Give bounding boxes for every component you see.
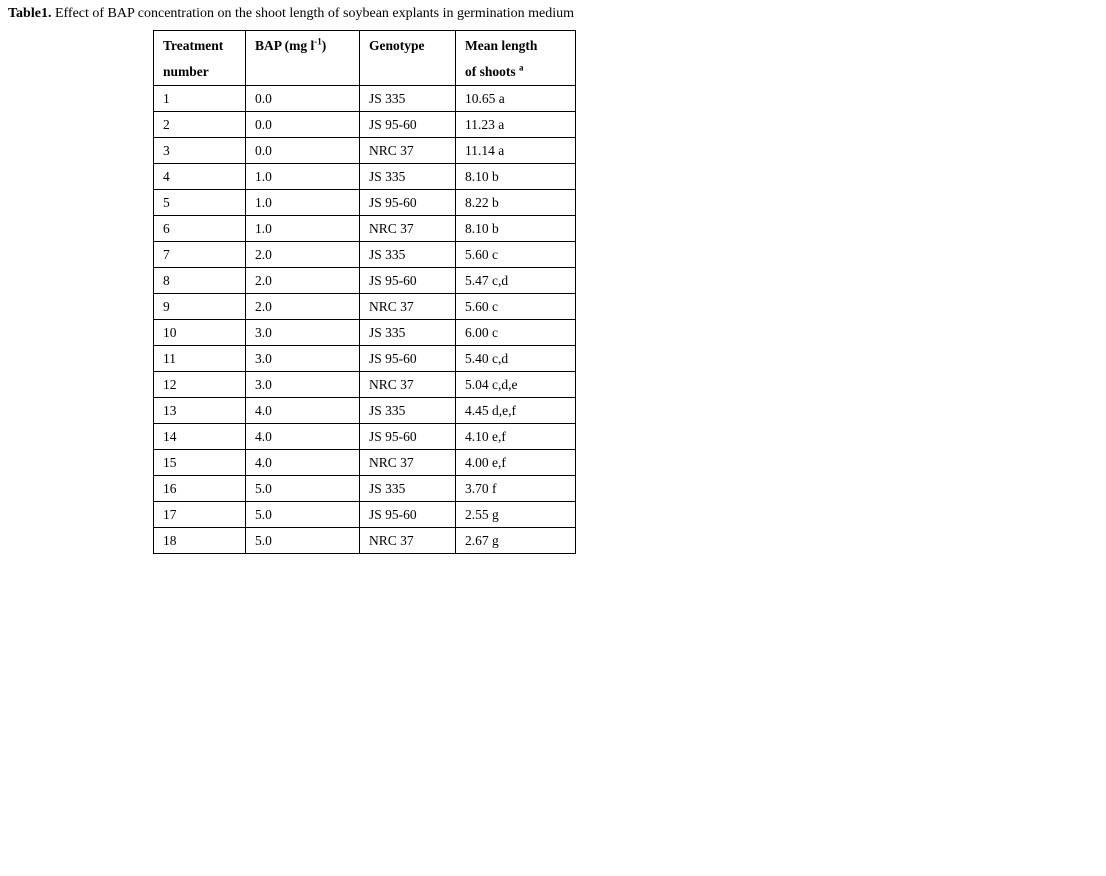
cell-bap: 2.0: [246, 268, 360, 294]
table-row: [154, 372, 576, 398]
cell-treatment-number: 4: [154, 164, 246, 190]
header-row: [154, 31, 576, 86]
header-bap-sup: -1: [314, 36, 322, 47]
cell-genotype: NRC 37: [360, 528, 456, 554]
table-row: [154, 424, 576, 450]
cell-treatment-number: 2: [154, 112, 246, 138]
cell-mean-length: 11.14 a: [456, 138, 576, 164]
header-mean-length: [456, 31, 576, 86]
header-mean-sup: a: [519, 62, 524, 73]
cell-mean-length: 10.65 a: [456, 86, 576, 112]
cell-genotype: JS 95-60: [360, 112, 456, 138]
table-row: [154, 320, 576, 346]
cell-genotype: JS 335: [360, 242, 456, 268]
cell-genotype: NRC 37: [360, 216, 456, 242]
table-caption: [8, 6, 574, 22]
header-genotype: [360, 31, 456, 86]
cell-genotype: JS 335: [360, 164, 456, 190]
cell-treatment-number: 18: [154, 528, 246, 554]
cell-treatment-number: 7: [154, 242, 246, 268]
header-treatment-number: [154, 31, 246, 86]
header-bap-tail: ): [321, 38, 327, 53]
cell-genotype: JS 335: [360, 86, 456, 112]
cell-genotype: JS 95-60: [360, 268, 456, 294]
table-row: [154, 502, 576, 528]
cell-treatment-number: 14: [154, 424, 246, 450]
table-row: [154, 190, 576, 216]
cell-genotype: NRC 37: [360, 138, 456, 164]
cell-mean-length: 5.60 c: [456, 294, 576, 320]
header-treatment-line1: Treatment: [163, 38, 224, 53]
cell-mean-length: 11.23 a: [456, 112, 576, 138]
cell-genotype: JS 95-60: [360, 346, 456, 372]
data-table-container: [153, 30, 576, 554]
cell-genotype: JS 335: [360, 398, 456, 424]
table-row: [154, 294, 576, 320]
header-treatment-line2: number: [163, 64, 209, 79]
cell-bap: 4.0: [246, 450, 360, 476]
cell-genotype: JS 95-60: [360, 502, 456, 528]
cell-bap: 1.0: [246, 216, 360, 242]
table-body: [154, 86, 576, 554]
cell-genotype: JS 95-60: [360, 424, 456, 450]
table-header: [154, 31, 576, 86]
cell-genotype: NRC 37: [360, 450, 456, 476]
cell-genotype: NRC 37: [360, 372, 456, 398]
cell-bap: 3.0: [246, 320, 360, 346]
cell-mean-length: 5.47 c,d: [456, 268, 576, 294]
cell-treatment-number: 6: [154, 216, 246, 242]
cell-mean-length: 4.45 d,e,f: [456, 398, 576, 424]
cell-genotype: JS 335: [360, 476, 456, 502]
cell-mean-length: 8.10 b: [456, 216, 576, 242]
cell-bap: 0.0: [246, 138, 360, 164]
table-row: [154, 476, 576, 502]
header-mean-line2: of shoots: [465, 64, 520, 79]
cell-mean-length: 6.00 c: [456, 320, 576, 346]
cell-treatment-number: 3: [154, 138, 246, 164]
cell-mean-length: 4.00 e,f: [456, 450, 576, 476]
table-row: [154, 528, 576, 554]
table-row: [154, 398, 576, 424]
cell-bap: 5.0: [246, 528, 360, 554]
cell-mean-length: 8.10 b: [456, 164, 576, 190]
cell-bap: 3.0: [246, 372, 360, 398]
cell-genotype: NRC 37: [360, 294, 456, 320]
cell-bap: 4.0: [246, 398, 360, 424]
table-row: [154, 216, 576, 242]
shoot-length-table: [153, 30, 576, 554]
header-genotype-text: Genotype: [369, 38, 425, 53]
table-row: [154, 268, 576, 294]
cell-genotype: JS 95-60: [360, 190, 456, 216]
cell-bap: 2.0: [246, 294, 360, 320]
cell-treatment-number: 13: [154, 398, 246, 424]
cell-treatment-number: 11: [154, 346, 246, 372]
table-row: [154, 86, 576, 112]
cell-bap: 0.0: [246, 86, 360, 112]
table-row: [154, 450, 576, 476]
cell-bap: 1.0: [246, 164, 360, 190]
header-bap-text: BAP (mg l: [255, 38, 315, 53]
cell-mean-length: 8.22 b: [456, 190, 576, 216]
cell-genotype: JS 335: [360, 320, 456, 346]
cell-bap: 5.0: [246, 476, 360, 502]
table-row: [154, 346, 576, 372]
cell-mean-length: 5.60 c: [456, 242, 576, 268]
header-bap: [246, 31, 360, 86]
cell-bap: 0.0: [246, 112, 360, 138]
caption-label: Table1.: [8, 6, 52, 21]
cell-bap: 4.0: [246, 424, 360, 450]
cell-treatment-number: 1: [154, 86, 246, 112]
cell-mean-length: 5.04 c,d,e: [456, 372, 576, 398]
cell-mean-length: 4.10 e,f: [456, 424, 576, 450]
cell-treatment-number: 10: [154, 320, 246, 346]
cell-bap: 2.0: [246, 242, 360, 268]
cell-mean-length: 3.70 f: [456, 476, 576, 502]
cell-treatment-number: 8: [154, 268, 246, 294]
cell-mean-length: 5.40 c,d: [456, 346, 576, 372]
cell-mean-length: 2.55 g: [456, 502, 576, 528]
table-row: [154, 112, 576, 138]
header-mean-line1: Mean length: [465, 38, 538, 53]
cell-mean-length: 2.67 g: [456, 528, 576, 554]
table-row: [154, 138, 576, 164]
cell-treatment-number: 16: [154, 476, 246, 502]
cell-treatment-number: 5: [154, 190, 246, 216]
cell-bap: 3.0: [246, 346, 360, 372]
header-mean-line2-wrap: [465, 59, 575, 85]
cell-treatment-number: 9: [154, 294, 246, 320]
table-row: [154, 164, 576, 190]
caption-text: Effect of BAP concentration on the shoot length of soybean explants in germination medium: [51, 6, 575, 21]
cell-treatment-number: 15: [154, 450, 246, 476]
table-row: [154, 242, 576, 268]
cell-bap: 1.0: [246, 190, 360, 216]
cell-treatment-number: 17: [154, 502, 246, 528]
cell-treatment-number: 12: [154, 372, 246, 398]
cell-bap: 5.0: [246, 502, 360, 528]
